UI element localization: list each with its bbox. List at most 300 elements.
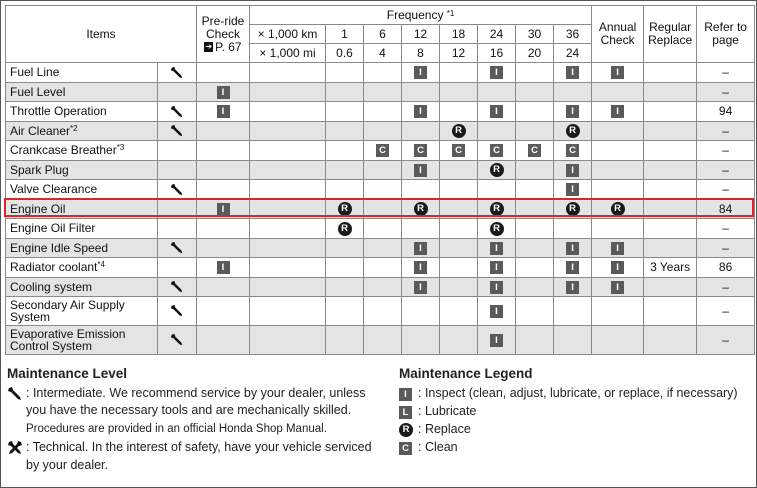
frequency-cell bbox=[440, 63, 478, 83]
table-row bbox=[6, 277, 755, 297]
clean-icon: C bbox=[528, 144, 541, 157]
clean-icon: C bbox=[490, 144, 503, 157]
frequency-cell bbox=[440, 141, 478, 161]
item-name: Spark Plug bbox=[6, 160, 158, 180]
frequency-cell bbox=[516, 160, 554, 180]
interval-label-cell bbox=[250, 180, 326, 200]
frequency-cell bbox=[364, 297, 402, 326]
item-name: Radiator coolant$^{*4}$ bbox=[6, 258, 158, 278]
maintenance-level-section bbox=[7, 365, 377, 474]
preride-cell bbox=[197, 141, 250, 161]
frequency-cell bbox=[440, 82, 478, 102]
frequency-cell bbox=[554, 258, 592, 278]
frequency-cell bbox=[516, 102, 554, 122]
maintenance-legend-title: Maintenance Legend bbox=[399, 366, 533, 381]
frequency-cell bbox=[478, 121, 516, 141]
inspect-icon: I bbox=[566, 183, 579, 196]
frequency-cell bbox=[478, 297, 516, 326]
table-row bbox=[6, 63, 755, 83]
inspect-icon: I bbox=[566, 281, 579, 294]
frequency-cell bbox=[554, 141, 592, 161]
frequency-cell bbox=[554, 238, 592, 258]
interval-label-cell bbox=[250, 141, 326, 161]
annual-check-cell bbox=[592, 258, 644, 278]
item-name: Air Cleaner$^{*2}$ bbox=[6, 121, 158, 141]
wrench-icon bbox=[170, 124, 184, 138]
frequency-cell bbox=[364, 277, 402, 297]
frequency-cell bbox=[516, 277, 554, 297]
frequency-cell bbox=[554, 180, 592, 200]
mi-interval-5: 20 bbox=[516, 44, 554, 63]
annual-check-cell bbox=[592, 102, 644, 122]
frequency-cell bbox=[402, 238, 440, 258]
interval-label-cell bbox=[250, 121, 326, 141]
inspect-icon: I bbox=[414, 164, 427, 177]
refer-page-cell: 86 bbox=[697, 258, 755, 278]
frequency-cell bbox=[364, 199, 402, 219]
km-interval-0: 1 bbox=[326, 25, 364, 44]
regular-replace-cell bbox=[644, 121, 697, 141]
frequency-cell bbox=[478, 219, 516, 239]
maintenance-legend-section bbox=[399, 365, 754, 457]
maintenance-level-cell bbox=[158, 238, 197, 258]
regular-replace-cell bbox=[644, 160, 697, 180]
maintenance-level-cell bbox=[158, 160, 197, 180]
frequency-cell bbox=[402, 180, 440, 200]
annual-check-cell bbox=[592, 180, 644, 200]
refer-page-cell: – bbox=[697, 277, 755, 297]
replace-icon: R bbox=[338, 202, 352, 216]
item-name: Engine Oil bbox=[6, 199, 158, 219]
item-name: Evaporative Emission Control System bbox=[6, 326, 158, 355]
table-row bbox=[6, 82, 755, 102]
annual-check-cell bbox=[592, 141, 644, 161]
inspect-icon: I bbox=[611, 261, 624, 274]
refer-page-cell: 94 bbox=[697, 102, 755, 122]
refer-page-header: Refer to page bbox=[697, 6, 755, 63]
preride-cell bbox=[197, 326, 250, 355]
frequency-cell bbox=[440, 258, 478, 278]
interval-label-cell bbox=[250, 199, 326, 219]
km-interval-6: 36 bbox=[554, 25, 592, 44]
inspect-icon: I bbox=[414, 261, 427, 274]
annual-check-cell bbox=[592, 297, 644, 326]
inspect-icon: I bbox=[490, 281, 503, 294]
wrench-icon bbox=[170, 183, 184, 197]
frequency-cell bbox=[554, 277, 592, 297]
frequency-cell bbox=[326, 102, 364, 122]
frequency-cell bbox=[516, 180, 554, 200]
inspect-icon: I bbox=[414, 105, 427, 118]
preride-cell bbox=[197, 180, 250, 200]
table-row bbox=[6, 258, 755, 278]
frequency-cell bbox=[326, 258, 364, 278]
table-row bbox=[6, 141, 755, 161]
regular-replace-cell bbox=[644, 219, 697, 239]
frequency-cell bbox=[554, 326, 592, 355]
frequency-cell bbox=[440, 277, 478, 297]
maintenance-level-cell bbox=[158, 258, 197, 278]
regular-replace-cell: 3 Years bbox=[644, 258, 697, 278]
clean-icon: C bbox=[376, 144, 389, 157]
refer-page-cell: – bbox=[697, 180, 755, 200]
clean-icon: C bbox=[399, 440, 415, 458]
regular-replace-cell bbox=[644, 297, 697, 326]
wrench-icon bbox=[170, 304, 184, 318]
clean-icon: C bbox=[414, 144, 427, 157]
frequency-cell bbox=[554, 82, 592, 102]
preride-cell bbox=[197, 258, 250, 278]
inspect-icon: I bbox=[414, 242, 427, 255]
frequency-cell bbox=[326, 180, 364, 200]
replace-legend-text: : Replace bbox=[418, 421, 471, 436]
frequency-cell bbox=[554, 102, 592, 122]
wrench-icon bbox=[170, 66, 184, 80]
preride-cell bbox=[197, 277, 250, 297]
inspect-icon: I bbox=[217, 261, 230, 274]
table-row bbox=[6, 199, 755, 219]
refer-page-cell: – bbox=[697, 219, 755, 239]
replace-icon: R bbox=[338, 222, 352, 236]
km-interval-5: 30 bbox=[516, 25, 554, 44]
replace-icon: R bbox=[566, 202, 580, 216]
preride-cell bbox=[197, 102, 250, 122]
frequency-cell bbox=[478, 199, 516, 219]
preride-header: Pre-ride Check ➔ P. 67 bbox=[197, 6, 250, 63]
footnote-ref: *4 bbox=[97, 260, 105, 270]
inspect-icon: I bbox=[611, 281, 624, 294]
footnote-ref: *2 bbox=[70, 123, 78, 133]
preride-cell bbox=[197, 199, 250, 219]
frequency-cell bbox=[478, 326, 516, 355]
replace-icon: R bbox=[566, 124, 580, 138]
refer-page-cell: – bbox=[697, 82, 755, 102]
intermediate-description: : Intermediate. We recommend service by your dealer, unless you have the necessary tools and are mechanically skilled. bbox=[26, 385, 366, 417]
frequency-cell bbox=[440, 121, 478, 141]
frequency-cell bbox=[440, 180, 478, 200]
frequency-cell bbox=[516, 63, 554, 83]
inspect-icon: I bbox=[566, 164, 579, 177]
inspect-icon: I bbox=[414, 66, 427, 79]
technical-description: : Technical. In the interest of safety, have your vehicle serviced by your dealer. bbox=[26, 440, 372, 472]
frequency-cell bbox=[516, 258, 554, 278]
annual-check-cell bbox=[592, 219, 644, 239]
frequency-cell bbox=[402, 121, 440, 141]
wrench-icon bbox=[170, 105, 184, 119]
clean-legend-text: : Clean bbox=[418, 439, 458, 454]
interval-label-cell bbox=[250, 238, 326, 258]
frequency-cell bbox=[402, 102, 440, 122]
annual-check-cell bbox=[592, 238, 644, 258]
interval-label-cell bbox=[250, 82, 326, 102]
inspect-icon: I bbox=[490, 105, 503, 118]
frequency-cell bbox=[478, 258, 516, 278]
regular-replace-cell bbox=[644, 180, 697, 200]
annual-check-cell bbox=[592, 326, 644, 355]
frequency-cell bbox=[478, 238, 516, 258]
frequency-cell bbox=[402, 141, 440, 161]
inspect-icon: I bbox=[490, 261, 503, 274]
frequency-cell bbox=[326, 297, 364, 326]
crossed-tools-icon bbox=[7, 440, 23, 462]
refer-page-cell: – bbox=[697, 141, 755, 161]
inspect-icon: I bbox=[490, 242, 503, 255]
maintenance-level-cell bbox=[158, 63, 197, 83]
inspect-icon: I bbox=[490, 305, 503, 318]
frequency-cell bbox=[326, 160, 364, 180]
frequency-cell bbox=[364, 258, 402, 278]
interval-label-cell bbox=[250, 219, 326, 239]
inspect-legend-text: : Inspect (clean, adjust, lubricate, or replace, if necessary) bbox=[418, 385, 738, 400]
inspect-icon: I bbox=[566, 66, 579, 79]
frequency-cell bbox=[364, 82, 402, 102]
frequency-cell bbox=[364, 238, 402, 258]
refer-page-cell: – bbox=[697, 121, 755, 141]
preride-cell bbox=[197, 160, 250, 180]
item-name: Engine Idle Speed bbox=[6, 238, 158, 258]
inspect-icon: I bbox=[611, 66, 624, 79]
mi-interval-1: 4 bbox=[364, 44, 402, 63]
km-interval-2: 12 bbox=[402, 25, 440, 44]
frequency-cell bbox=[478, 277, 516, 297]
wrench-icon bbox=[170, 280, 184, 294]
annual-check-cell bbox=[592, 199, 644, 219]
item-name: Cooling system bbox=[6, 277, 158, 297]
frequency-cell bbox=[364, 326, 402, 355]
footnote-ref: *3 bbox=[116, 143, 125, 153]
annual-check-cell bbox=[592, 160, 644, 180]
annual-check-cell bbox=[592, 63, 644, 83]
item-name: Fuel Level bbox=[6, 82, 158, 102]
inspect-icon: I bbox=[490, 334, 503, 347]
maintenance-level-title: Maintenance Level bbox=[7, 366, 128, 381]
refer-page-cell: – bbox=[697, 63, 755, 83]
inspect-icon: I bbox=[414, 281, 427, 294]
regular-replace-cell bbox=[644, 141, 697, 161]
km-interval-4: 24 bbox=[478, 25, 516, 44]
frequency-cell bbox=[516, 326, 554, 355]
frequency-cell bbox=[554, 199, 592, 219]
annual-check-cell bbox=[592, 121, 644, 141]
table-row bbox=[6, 102, 755, 122]
preride-cell bbox=[197, 219, 250, 239]
arrow-icon: ➔ bbox=[205, 42, 213, 52]
regular-replace-cell bbox=[644, 199, 697, 219]
mi-interval-3: 12 bbox=[440, 44, 478, 63]
frequency-cell bbox=[554, 63, 592, 83]
item-name: Engine Oil Filter bbox=[6, 219, 158, 239]
frequency-cell bbox=[516, 297, 554, 326]
table-row bbox=[6, 121, 755, 141]
maintenance-level-cell bbox=[158, 297, 197, 326]
frequency-cell bbox=[364, 219, 402, 239]
inspect-icon: I bbox=[490, 66, 503, 79]
refer-page-cell: – bbox=[697, 297, 755, 326]
clean-icon: C bbox=[452, 144, 465, 157]
frequency-cell bbox=[554, 219, 592, 239]
preride-cell bbox=[197, 297, 250, 326]
maintenance-level-cell bbox=[158, 121, 197, 141]
regular-replace-cell bbox=[644, 82, 697, 102]
replace-icon: R bbox=[490, 202, 504, 216]
items-header: Items bbox=[6, 6, 197, 63]
frequency-cell bbox=[402, 160, 440, 180]
km-interval-3: 18 bbox=[440, 25, 478, 44]
frequency-cell bbox=[402, 297, 440, 326]
frequency-cell bbox=[440, 238, 478, 258]
refer-page-cell: – bbox=[697, 326, 755, 355]
frequency-cell bbox=[554, 297, 592, 326]
replace-icon: R bbox=[414, 202, 428, 216]
frequency-cell bbox=[402, 63, 440, 83]
maintenance-level-cell bbox=[158, 102, 197, 122]
frequency-cell bbox=[326, 82, 364, 102]
regular-replace-cell bbox=[644, 277, 697, 297]
lubricate-icon: L bbox=[399, 404, 415, 422]
wrench-icon bbox=[7, 386, 23, 408]
frequency-cell bbox=[326, 326, 364, 355]
maintenance-schedule-table bbox=[5, 5, 755, 355]
maintenance-level-cell bbox=[158, 82, 197, 102]
frequency-cell bbox=[326, 219, 364, 239]
interval-label-cell bbox=[250, 326, 326, 355]
interval-label-cell bbox=[250, 63, 326, 83]
frequency-cell bbox=[478, 160, 516, 180]
frequency-cell bbox=[326, 277, 364, 297]
frequency-cell bbox=[364, 121, 402, 141]
frequency-cell bbox=[440, 102, 478, 122]
annual-check-cell bbox=[592, 277, 644, 297]
km-interval-1: 6 bbox=[364, 25, 402, 44]
frequency-cell bbox=[326, 199, 364, 219]
wrench-icon bbox=[170, 333, 184, 347]
table-row bbox=[6, 180, 755, 200]
inspect-icon: I bbox=[399, 386, 415, 404]
table-row bbox=[6, 297, 755, 326]
mi-label: × 1,000 mi bbox=[250, 44, 326, 63]
frequency-cell bbox=[440, 326, 478, 355]
frequency-cell bbox=[478, 63, 516, 83]
inspect-icon: I bbox=[217, 86, 230, 99]
inspect-icon: I bbox=[566, 242, 579, 255]
maintenance-level-cell bbox=[158, 141, 197, 161]
annual-check-header: Annual Check bbox=[592, 6, 644, 63]
inspect-icon: I bbox=[566, 261, 579, 274]
maintenance-level-cell bbox=[158, 219, 197, 239]
frequency-cell bbox=[364, 160, 402, 180]
maintenance-level-cell bbox=[158, 277, 197, 297]
frequency-cell bbox=[516, 141, 554, 161]
table-row bbox=[6, 219, 755, 239]
frequency-cell bbox=[516, 219, 554, 239]
regular-replace-cell bbox=[644, 63, 697, 83]
maintenance-level-cell bbox=[158, 326, 197, 355]
interval-label-cell bbox=[250, 258, 326, 278]
preride-cell bbox=[197, 63, 250, 83]
frequency-cell bbox=[478, 82, 516, 102]
preride-cell bbox=[197, 238, 250, 258]
inspect-icon: I bbox=[217, 203, 230, 216]
wrench-icon bbox=[170, 241, 184, 255]
regular-replace-header: Regular Replace bbox=[644, 6, 697, 63]
inspect-icon: I bbox=[217, 105, 230, 118]
inspect-icon: I bbox=[566, 105, 579, 118]
interval-label-cell bbox=[250, 277, 326, 297]
interval-label-cell bbox=[250, 160, 326, 180]
frequency-cell bbox=[516, 238, 554, 258]
procedures-note: Procedures are provided in an official Honda Shop Manual. bbox=[26, 422, 327, 435]
frequency-cell bbox=[402, 199, 440, 219]
frequency-cell bbox=[554, 121, 592, 141]
clean-icon: C bbox=[566, 144, 579, 157]
mi-interval-4: 16 bbox=[478, 44, 516, 63]
frequency-cell bbox=[402, 326, 440, 355]
frequency-cell bbox=[440, 297, 478, 326]
replace-icon: R bbox=[399, 422, 415, 440]
mi-interval-2: 8 bbox=[402, 44, 440, 63]
replace-icon: R bbox=[490, 222, 504, 236]
frequency-cell bbox=[364, 141, 402, 161]
maintenance-level-cell bbox=[158, 180, 197, 200]
item-name: Fuel Line bbox=[6, 63, 158, 83]
replace-icon: R bbox=[452, 124, 466, 138]
frequency-cell bbox=[402, 82, 440, 102]
frequency-cell bbox=[516, 82, 554, 102]
lubricate-legend-text: : Lubricate bbox=[418, 403, 477, 418]
frequency-cell bbox=[364, 63, 402, 83]
refer-page-cell: – bbox=[697, 160, 755, 180]
frequency-cell bbox=[326, 238, 364, 258]
frequency-cell bbox=[402, 277, 440, 297]
item-name: Secondary Air Supply System bbox=[6, 297, 158, 326]
frequency-cell bbox=[554, 160, 592, 180]
inspect-icon: I bbox=[611, 242, 624, 255]
refer-page-cell: 84 bbox=[697, 199, 755, 219]
preride-cell bbox=[197, 82, 250, 102]
frequency-cell bbox=[440, 219, 478, 239]
frequency-cell bbox=[326, 63, 364, 83]
table-row bbox=[6, 238, 755, 258]
refer-page-cell: – bbox=[697, 238, 755, 258]
table-row bbox=[6, 160, 755, 180]
regular-replace-cell bbox=[644, 238, 697, 258]
preride-cell bbox=[197, 121, 250, 141]
frequency-cell bbox=[326, 121, 364, 141]
table-row bbox=[6, 326, 755, 355]
frequency-cell bbox=[326, 141, 364, 161]
item-name: Throttle Operation bbox=[6, 102, 158, 122]
inspect-icon: I bbox=[611, 105, 624, 118]
item-name: Crankcase Breather$^{*3}$ bbox=[6, 141, 158, 161]
mi-interval-0: 0.6 bbox=[326, 44, 364, 63]
frequency-cell bbox=[478, 102, 516, 122]
replace-icon: R bbox=[611, 202, 625, 216]
frequency-cell bbox=[364, 180, 402, 200]
item-name: Valve Clearance bbox=[6, 180, 158, 200]
frequency-cell bbox=[516, 121, 554, 141]
maintenance-level-cell bbox=[158, 199, 197, 219]
interval-label-cell bbox=[250, 297, 326, 326]
replace-icon: R bbox=[490, 163, 504, 177]
frequency-cell bbox=[478, 180, 516, 200]
regular-replace-cell bbox=[644, 102, 697, 122]
interval-label-cell bbox=[250, 102, 326, 122]
frequency-cell bbox=[516, 199, 554, 219]
frequency-cell bbox=[402, 219, 440, 239]
frequency-cell bbox=[402, 258, 440, 278]
regular-replace-cell bbox=[644, 326, 697, 355]
frequency-cell bbox=[364, 102, 402, 122]
